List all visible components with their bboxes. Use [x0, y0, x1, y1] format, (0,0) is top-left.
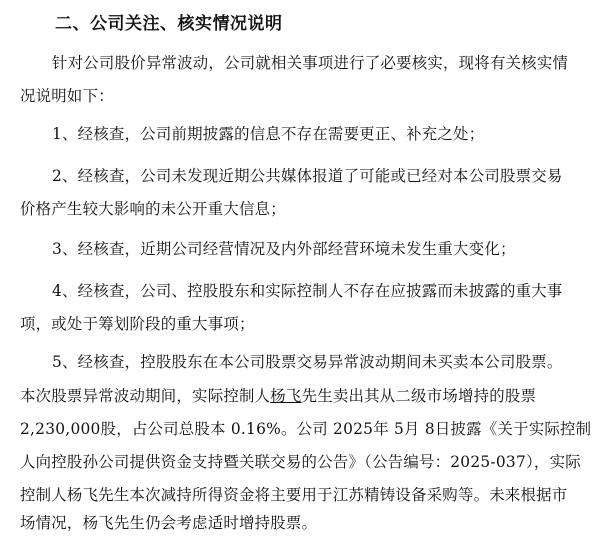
item-5-line-3: 2,230,000股，占公司总股本 0.16%。公司 2025年 5月 8日披露《关于实际控制	[20, 420, 592, 438]
item-1-line-1: 1、经核查，公司前期披露的信息不存在需要更正、补充之处；	[52, 125, 485, 143]
item-3-line-1: 3、经核查，近期公司经营情况及内外部经营环境未发生重大变化；	[52, 240, 516, 258]
item-4-line-2: 项，或处于筹划阶段的重大事项；	[20, 315, 255, 333]
item-2-line-2: 价格产生较大影响的未公开重大信息；	[20, 200, 286, 218]
item-5-line-2-end: 先生卖出其从二级市场增持的股票	[301, 387, 537, 405]
item-4-line-1: 4、经核查，公司、控股股东和实际控制人不存在应披露而未披露的重大事	[52, 282, 563, 300]
item-5-line-2	[20, 385, 536, 407]
controller-name-underlined: 杨飞	[270, 387, 302, 405]
item-2-line-1: 2、经核查，公司未发现近期公共媒体报道了可能或已经对本公司股票交易	[52, 167, 563, 185]
item-5-line-5: 控制人杨飞先生本次减持所得资金将主要用于江苏精铸设备采购等。未来根据市	[20, 486, 568, 504]
section-heading: 二、公司关注、核实情况说明	[55, 14, 283, 34]
item-5-line-4: 人向控股孙公司提供资金支持暨关联交易的公告》（公告编号：2025-037），实际	[20, 453, 581, 471]
item-5-line-1: 5、经核查，控股股东在本公司股票交易异常波动期间未买卖本公司股票。	[52, 353, 563, 371]
item-5-line-6: 场情况，杨飞先生仍会考虑适时增持股票。	[20, 514, 318, 532]
intro-line-1: 针对公司股价异常波动，公司就相关事项进行了必要核实，现将有关核实情	[52, 54, 569, 72]
item-5-line-2-start: 本次股票异常波动期间，实际控制人	[20, 387, 271, 405]
intro-line-2: 况说明如下：	[20, 87, 114, 105]
